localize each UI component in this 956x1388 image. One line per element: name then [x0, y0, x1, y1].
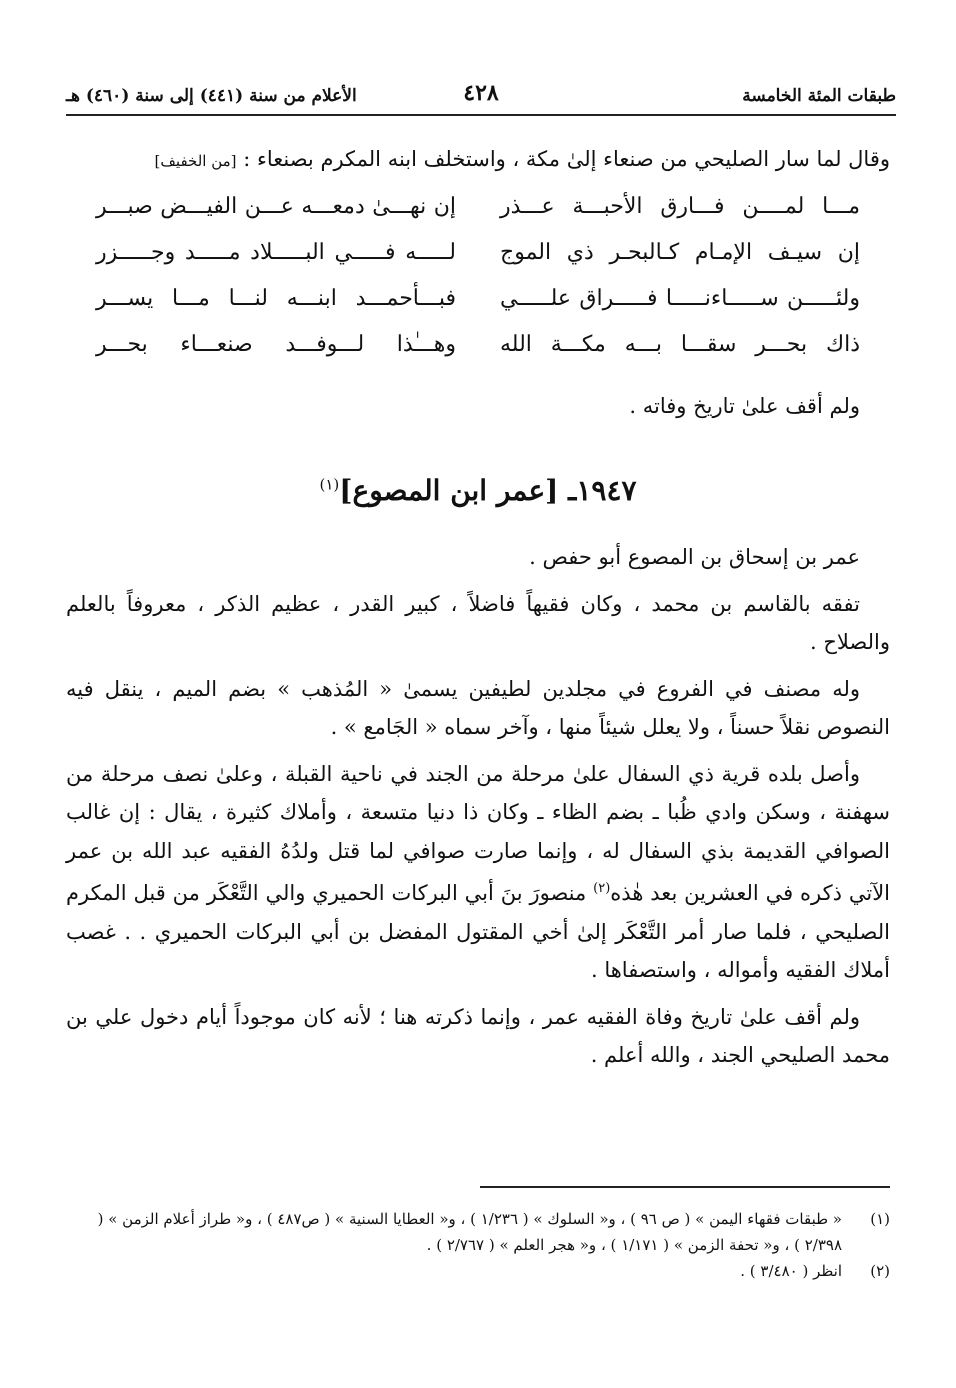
footnote-marker: (٢)	[593, 881, 611, 896]
poem-verse	[96, 286, 860, 332]
footnote	[66, 1206, 890, 1258]
paragraph-text: منصورَ بنَ أبي البركات الحميري والي التَّعْكَر من قبل المكرم الصليحي ، فلما صار أمر التَّعْكَر إلىٰ أخي المقتول المفضل بن أبي البركات الحميري . . غصب أملاك الفقيه وأمواله ، واستصفاها .	[66, 881, 890, 982]
footnotes	[66, 1206, 890, 1284]
poem-intro-text: وقال لما سار الصليحي من صنعاء إلىٰ مكة ، واستخلف ابنه المكرم بصنعاء :	[243, 147, 890, 171]
verse-second-hemistich: وهـــٰذا لـــوفـــد صنعـــاء بحـــر	[96, 332, 456, 357]
footnote-divider	[480, 1186, 890, 1188]
verse-second-hemistich: إن نهـــىٰ دمعـــه عـــن الفيـــض صبـــر	[96, 194, 456, 219]
footnote-marker: (١)	[319, 475, 340, 494]
page-number: ٤٢٨	[463, 80, 499, 106]
poem-verse	[96, 332, 860, 378]
footnote	[66, 1258, 890, 1284]
verse-second-hemistich: فبـــأحمـــد ابنـــه لنـــا مـــا يســـر	[96, 286, 456, 311]
poem-intro	[66, 144, 890, 176]
verse-first-hemistich: ولئـــــن ســـــاءنـــــا فـــــراق علـــــي	[500, 286, 860, 311]
poem	[96, 194, 860, 378]
verse-first-hemistich: مـــا لمــــن فـــارق الأحبـــة عـــذر	[500, 194, 860, 219]
verse-first-hemistich: ذاك بحـــر سقـــا بـــه مكـــة الله	[500, 332, 860, 357]
footnote-number: (٢)	[870, 1262, 890, 1280]
paragraph: ولم أقف علىٰ تاريخ وفاة الفقيه عمر ، وإنما ذكرته هنا ؛ لأنه كان موجوداً أيام دخول علي بن محمد الصليحي الجند ، والله أعلم .	[66, 1004, 890, 1067]
poem-verse	[96, 240, 860, 286]
entry-title-text: ١٩٤٧ـ [عمر ابن المصوع]	[339, 474, 637, 507]
closing-line: ولم أقف علىٰ تاريخ وفاته .	[629, 394, 860, 418]
page-header	[66, 80, 896, 116]
footnote-text: « طبقات فقهاء اليمن » ( ص ٩٦ ) ، و« السلوك » ( ١/٢٣٦ ) ، و« العطايا السنية » ( ص٤٨٧ ) ، و« طراز أعلام الزمن » ( ٢/٣٩٨ ) ، و« تحفة الزمن » ( ١/١٧١ ) ، و« هجر العلم » ( ٢/٧٦٧ ) .	[97, 1210, 842, 1254]
paragraph: وله مصنف في الفروع في مجلدين لطيفين يسمىٰ « المُذهب » بضم الميم ، ينقل فيه النصوص نقلاً حسناً ، ولا يعلل شيئاً منها ، وآخر سماه « الجَامع » .	[66, 676, 890, 739]
entry-title	[0, 474, 956, 507]
paragraph	[66, 755, 890, 990]
footnote-number: (١)	[870, 1210, 890, 1228]
entry-body	[66, 538, 890, 1083]
running-title-right: طبقات المئة الخامسة	[742, 86, 896, 106]
poem-verse	[96, 194, 860, 240]
verse-first-hemistich: إن سيـف الإمـام كـالبحـر ذي الموج	[500, 240, 860, 265]
verse-second-hemistich: لـــــه فـــــي البـــــلاد مـــــد وجـــــزر	[96, 240, 456, 265]
paragraph: تفقه بالقاسم بن محمد ، وكان فقيهاً فاضلاً ، كبير القدر ، عظيم الذكر ، معروفاً بالعلم والصلاح .	[66, 591, 890, 654]
poem-meter: [من الخفيف]	[154, 152, 237, 170]
paragraph-text: وأصل بلده قرية ذي السفال علىٰ مرحلة من الجند في ناحية القبلة ، وعلىٰ نصف مرحلة من سهفنة ، وسكن وادي ظُبا ـ بضم الظاء ـ وكان ذا دنيا متسعة ، وأملاك كثيرة ، يقال : إن غالب الصوافي القديمة بذي السفال له ، وإنما صارت صوافي لما قتل ولدُهُ الفقيه عبد الله بن عمر الآتي ذكره في العشرين بعد هٰذه	[66, 761, 890, 905]
paragraph: عمر بن إسحاق بن المصوع أبو حفص .	[529, 545, 860, 569]
running-title-left: الأعلام من سنة (٤٤١) إلى سنة (٤٦٠) هـ	[66, 86, 357, 106]
footnote-text: انظر ( ٣/٤٨٠ ) .	[740, 1262, 842, 1280]
